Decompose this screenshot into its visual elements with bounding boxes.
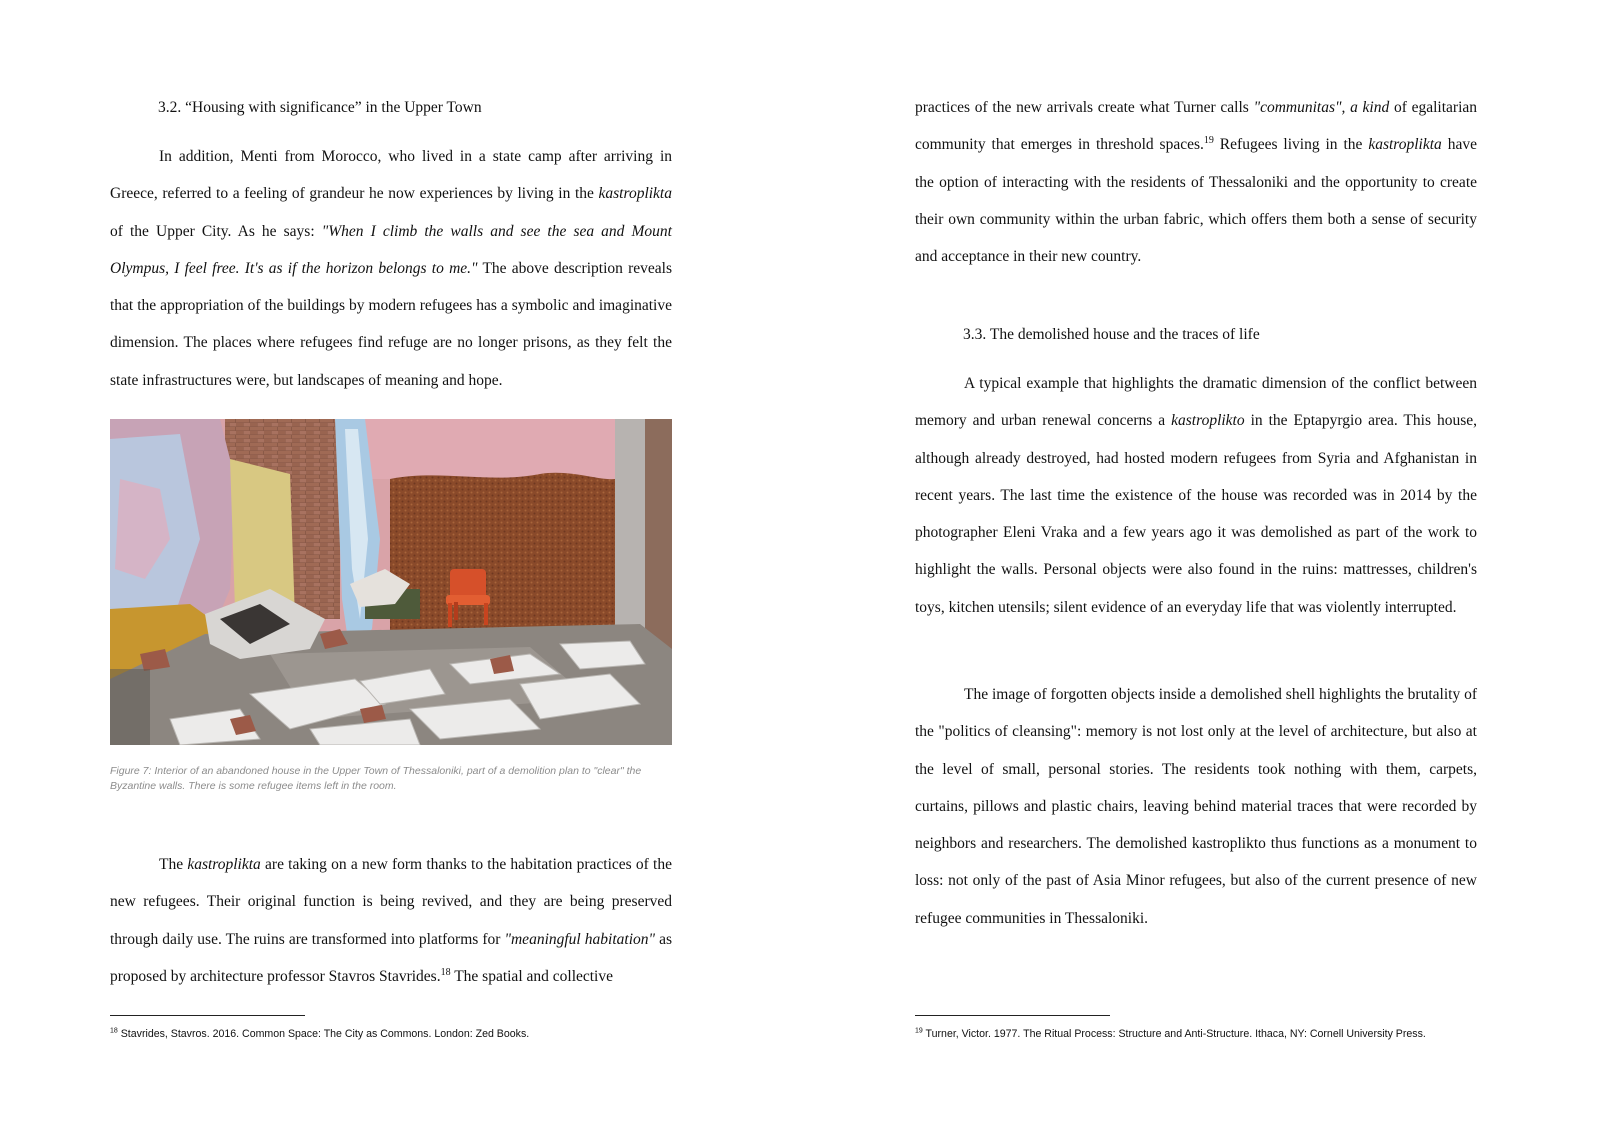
left-paragraph-2: The kastroplikta are taking on a new form thanks to the habitation practices of the new refugees. Their original function is being revived, and they are being preserved through daily use. The ruins are transformed into platforms for "meaningful habitation" as proposed by architecture professor Stavros Stavrides.$^{18}$ The spatial and collective [110, 856, 672, 985]
abandoned-house-photo [110, 419, 672, 745]
left-page [110, 0, 672, 1131]
section-heading-3-3: 3.3. The demolished house and the traces of life [963, 326, 1260, 343]
right-paragraph-2: A typical example that highlights the dramatic dimension of the conflict between memory and urban renewal concerns a kastroplikto in the Eptapyrgio area. This house, although already destroyed, had hosted modern refugees from Syria and Afghanistan in recent years. The last time the existence of the house was recorded was in 2014 by the photographer Eleni Vraka and a few years ago it was demolished as part of the work to highlight the walls. Personal objects were also found in the ruins: mattresses, children's toys, kitchen utensils; silent evidence of an everyday life that was violently interrupted. [915, 375, 1477, 616]
footnote-18: $^{18}$ Stavrides, Stavros. 2016. Common Space: The City as Commons. London: Zed Books. [110, 1027, 530, 1040]
right-paragraph-3: The image of forgotten objects inside a demolished shell highlights the brutality of the "politics of cleansing": memory is not lost only at the level of architecture, but also at the level of small, personal stories. The residents took nothing with them, carpets, curtains, pillows and plastic chairs, leaving behind material traces that were recorded by neighbors and researchers. The demolished kastroplikto thus functions as a monument to loss: not only of the past of Asia Minor refugees, but also of the current presence of new refugee communities in Thessaloniki. [915, 686, 1477, 927]
footnote-19: $^{19}$ Turner, Victor. 1977. The Ritual Process: Structure and Anti-Structure. Ithaca, NY: Cornell University Press. [915, 1027, 1426, 1040]
footnote-rule [110, 1015, 305, 1016]
left-paragraph-1: In addition, Menti from Morocco, who lived in a state camp after arriving in Greece, referred to a feeling of grandeur he now experiences by living in the kastroplikta of the Upper City. As he says: "When I climb the walls and see the sea and Mount Olympus, I feel free. It's as if the horizon belongs to me." The above description reveals that the appropriation of the buildings by modern refugees has a symbolic and imaginative dimension. The places where refugees find refuge are no longer prisons, as they felt the state infrastructures were, but landscapes of meaning and hope. [110, 148, 672, 389]
right-page [915, 0, 1477, 1131]
figure-7-caption: Figure 7: Interior of an abandoned house in the Upper Town of Thessaloniki, part of a demolition plan to "clear" the Byzantine walls. There is some refugee items left in the room. [110, 765, 642, 792]
section-heading-3-2: 3.2. “Housing with significance” in the Upper Town [158, 99, 482, 116]
figure-7-photo [110, 419, 672, 745]
footnote-rule [915, 1015, 1110, 1016]
right-paragraph-1: practices of the new arrivals create what Turner calls "communitas", a kind of egalitarian community that emerges in threshold spaces.$^{19}$ Refugees living in the kastroplikta have the option of interacting with the residents of Thessaloniki and the opportunity to create their own community within the urban fabric, which offers them both a sense of security and acceptance in their new country. [915, 99, 1478, 266]
